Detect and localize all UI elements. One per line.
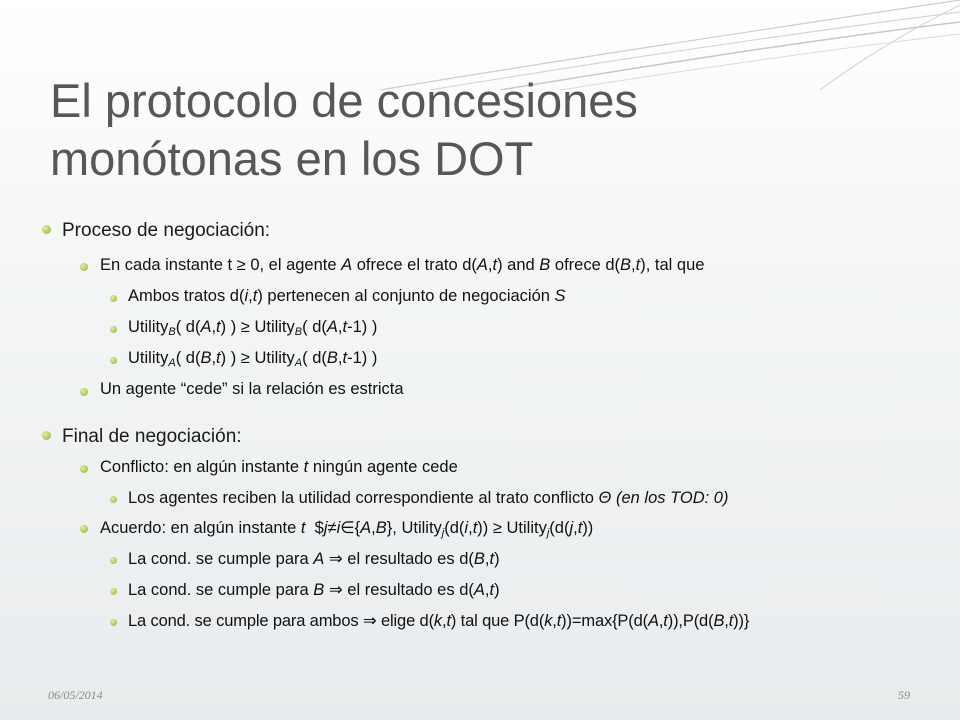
bullet-icon: [110, 619, 117, 626]
list-item: Los agentes reciben la utilidad correspondiente al trato conflicto Θ (en los TOD: 0): [128, 489, 729, 507]
list-item: Utility$_A$( d(B,t) ) ≥ Utility$_A$( d(B,t-1) ): [128, 349, 378, 369]
bullet-icon: [110, 357, 117, 364]
bullet-icon: [110, 295, 117, 302]
bullet-icon: [80, 263, 88, 271]
slide-title: [50, 72, 930, 188]
list-item: La cond. se cumple para B ⇒ el resultado es d(A,t): [128, 581, 500, 599]
bullet-icon: [80, 465, 88, 473]
bullet-icon: [80, 525, 88, 533]
bullet-icon: [110, 588, 117, 595]
list-item: La cond. se cumple para ambos ⇒ elige d(k,t) tal que P(d(k,t))=max{P(d(A,t)),P(d(B,t))}: [128, 612, 750, 630]
slide-title-line2: monótonas en los DOT: [50, 132, 534, 185]
footer-date: 06/05/2014: [48, 688, 103, 702]
list-item: En cada instante t ≥ 0, el agente A ofrece el trato d(A,t) and B ofrece d(B,t), tal que: [100, 256, 705, 274]
list-item: Acuerdo: en algún instante t $j≠i∈{A,B}, Utility$_j$(d(i,t)) ≥ Utility$_j$(d(j,t)): [100, 519, 594, 539]
bullet-icon: [110, 557, 117, 564]
page-number: 59: [898, 688, 910, 702]
section-heading-final: Final de negociación:: [62, 426, 242, 447]
list-item: Utility$_B$( d(A,t) ) ≥ Utility$_B$( d(A,t-1) ): [128, 318, 378, 338]
bullet-icon: [80, 388, 88, 396]
list-item: Un agente “cede” si la relación es estricta: [100, 380, 404, 398]
bullet-icon: [42, 431, 51, 440]
list-item: Ambos tratos d(i,t) pertenecen al conjunto de negociación S: [128, 287, 566, 305]
slide-title-line1: El protocolo de concesiones: [50, 74, 638, 127]
bullet-icon: [110, 496, 117, 503]
list-item: La cond. se cumple para A ⇒ el resultado es d(B,t): [128, 550, 500, 568]
bullet-icon: [42, 225, 51, 234]
list-item: Conflicto: en algún instante t ningún agente cede: [100, 458, 458, 476]
bullet-icon: [110, 326, 117, 333]
section-heading-proceso: Proceso de negociación:: [62, 220, 271, 241]
